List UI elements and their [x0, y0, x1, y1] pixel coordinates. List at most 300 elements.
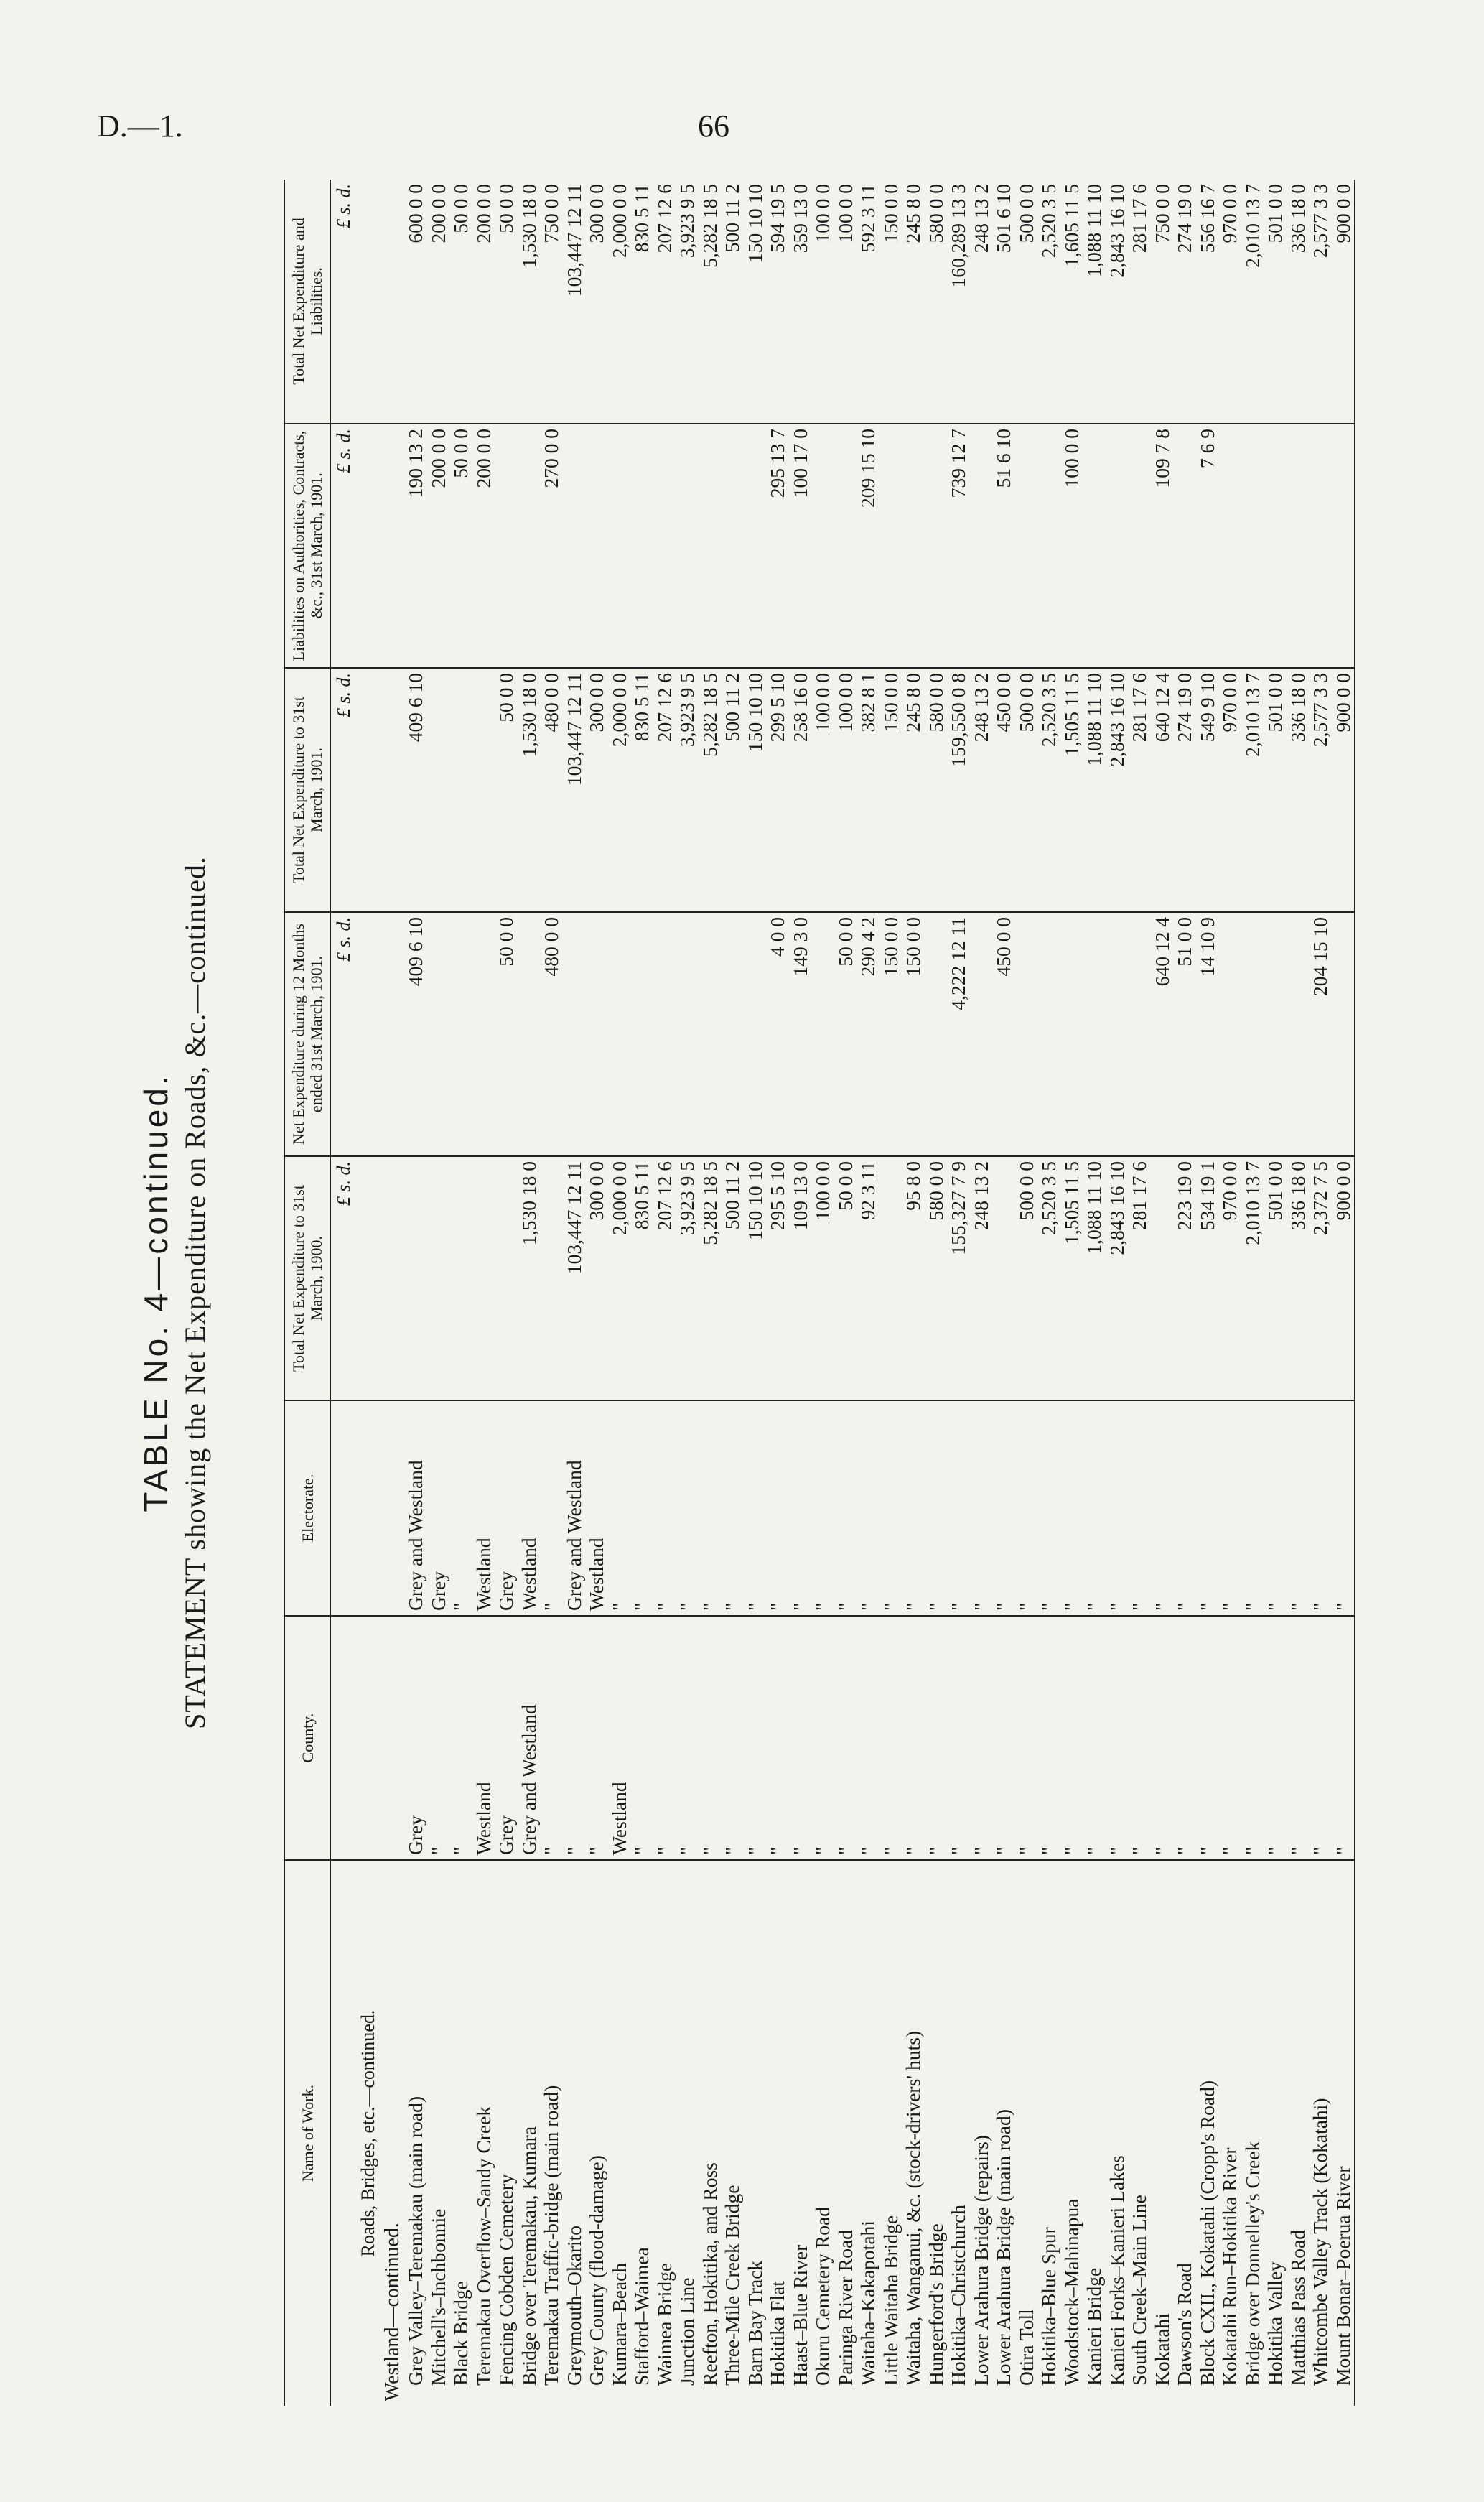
county-cell: " — [1037, 1616, 1060, 1860]
work-name: Waimea Bridge — [653, 2262, 676, 2386]
work-name: Waitaha, Wanganui, &c. (stock-drivers' huts) — [902, 2030, 925, 2386]
county-cell: " — [992, 1616, 1015, 1860]
net-1901-cell — [1106, 912, 1129, 1156]
liabilities-cell: 200 0 0 — [427, 424, 450, 668]
table-row — [925, 180, 948, 2406]
total-1900-cell — [495, 1156, 518, 1400]
electorate-cell: " — [947, 1400, 970, 1616]
net-1901-cell — [1218, 912, 1241, 1156]
total-1901-cell: 258 16 0 — [789, 668, 812, 912]
county-cell: Grey and Westland — [518, 1616, 541, 1860]
electorate-cell: " — [1309, 1400, 1332, 1616]
electorate-cell: " — [970, 1400, 993, 1616]
total-1901-cell: 100 0 0 — [834, 668, 857, 912]
table-row — [857, 180, 879, 2406]
total-1901-cell: 830 5 11 — [630, 668, 653, 912]
liabilities-cell — [1106, 424, 1129, 668]
work-name: Three-Mile Creek Bridge — [721, 2185, 744, 2386]
total-1900-cell: 248 13 2 — [970, 1156, 993, 1400]
total-1900-cell — [1151, 1156, 1174, 1400]
county-cell: " — [1106, 1616, 1129, 1860]
total-1901-cell — [427, 668, 450, 912]
total-1900-cell — [449, 1156, 472, 1400]
liabilities-cell: 50 0 0 — [449, 424, 472, 668]
work-name: Little Waitaha Bridge — [879, 2215, 902, 2386]
rule-cell — [1354, 1616, 1355, 1860]
work-name: Junction Line — [676, 2277, 699, 2386]
county-cell: " — [721, 1616, 744, 1860]
table-row — [1264, 180, 1287, 2406]
total-liabilities-cell: 150 0 0 — [879, 180, 902, 424]
work-name: Black Bridge — [449, 2281, 472, 2386]
page-header — [0, 108, 1484, 158]
table-row — [1173, 180, 1196, 2406]
table-row — [1083, 180, 1106, 2406]
total-1901-cell: 580 0 0 — [925, 668, 948, 912]
total-liabilities-cell: 2,010 13 7 — [1241, 180, 1264, 424]
liabilities-cell — [518, 424, 541, 668]
electorate-cell: " — [676, 1400, 699, 1616]
col-header-name: Name of Work. — [284, 1860, 330, 2406]
electorate-cell: " — [879, 1400, 902, 1616]
net-1901-cell — [630, 912, 653, 1156]
total-1900-cell — [472, 1156, 495, 1400]
table-row — [495, 180, 518, 2406]
total-liabilities-cell: 500 0 0 — [1015, 180, 1038, 424]
electorate-cell: " — [811, 1400, 834, 1616]
total-1900-cell: 970 0 0 — [1218, 1156, 1241, 1400]
rule-cell — [1354, 668, 1355, 912]
liabilities-cell — [585, 424, 608, 668]
county-cell: Grey — [495, 1616, 518, 1860]
net-1901-cell: 51 0 0 — [1173, 912, 1196, 1156]
electorate-cell: " — [540, 1400, 563, 1616]
liabilities-cell: 209 15 10 — [857, 424, 879, 668]
total-liabilities-cell: 5,282 18 5 — [699, 180, 722, 424]
net-1901-cell — [811, 912, 834, 1156]
total-liabilities-cell: 1,530 18 0 — [518, 180, 541, 424]
total-1901-cell: 409 6 10 — [404, 668, 427, 912]
total-1901-cell: 1,530 18 0 — [518, 668, 541, 912]
net-1901-cell — [1287, 912, 1310, 1156]
total-1900-cell: 207 12 6 — [653, 1156, 676, 1400]
county-cell: " — [879, 1616, 902, 1860]
total-1900-cell: 534 19 1 — [1196, 1156, 1219, 1400]
liabilities-cell — [1218, 424, 1241, 668]
total-1901-cell: 150 10 10 — [744, 668, 767, 912]
liabilities-cell — [970, 424, 993, 668]
county-cell: " — [1241, 1616, 1264, 1860]
electorate-cell: Grey — [427, 1400, 450, 1616]
liabilities-cell — [1173, 424, 1196, 668]
electorate-cell: Grey and Westland — [404, 1400, 427, 1616]
net-1901-cell — [1128, 912, 1151, 1156]
work-name: Mitchell's–Inchbonnie — [426, 2208, 449, 2386]
net-1901-cell — [563, 912, 586, 1156]
electorate-cell: Westland — [472, 1400, 495, 1616]
electorate-cell: " — [449, 1400, 472, 1616]
table-row — [789, 180, 812, 2406]
total-1901-cell: 450 0 0 — [992, 668, 1015, 912]
total-liabilities-cell: 281 17 6 — [1128, 180, 1151, 424]
total-liabilities-cell: 600 0 0 — [404, 180, 427, 424]
table-row — [1106, 180, 1129, 2406]
table-title: TABLE No. 4—continued. — [137, 1073, 174, 1512]
group-heading-row — [380, 180, 404, 2406]
county-cell: Westland — [472, 1616, 495, 1860]
work-name: Teremakau Overflow–Sandy Creek — [472, 2106, 495, 2386]
work-name: Matthias Pass Road — [1286, 2230, 1309, 2386]
work-name: Lower Arahura Bridge (main road) — [992, 2109, 1015, 2386]
electorate-cell: Grey — [495, 1400, 518, 1616]
work-name: Hungerford's Bridge — [924, 2223, 947, 2386]
total-liabilities-cell: 2,843 16 10 — [1106, 180, 1129, 424]
col-header-total-liabilities: Total Net Expenditure and Liabilities. — [284, 180, 330, 424]
work-name: Kumara–Beach — [607, 2262, 630, 2386]
liabilities-cell — [1083, 424, 1106, 668]
liabilities-cell — [676, 424, 699, 668]
county-cell: Grey — [404, 1616, 427, 1860]
liabilities-cell: 100 0 0 — [1060, 424, 1083, 668]
county-cell: " — [766, 1616, 789, 1860]
work-name: Dawson's Road — [1173, 2263, 1196, 2386]
total-liabilities-cell: 50 0 0 — [495, 180, 518, 424]
work-name: Stafford–Waimea — [630, 2247, 653, 2386]
total-1901-cell: 382 8 1 — [857, 668, 879, 912]
work-name: Kokatahi Run–Hokitika River — [1218, 2147, 1241, 2386]
net-1901-cell: 450 0 0 — [992, 912, 1015, 1156]
net-1901-cell — [970, 912, 993, 1156]
liabilities-cell — [1332, 424, 1355, 668]
total-liabilities-cell: 556 16 7 — [1196, 180, 1219, 424]
county-cell: " — [427, 1616, 450, 1860]
total-liabilities-cell: 50 0 0 — [449, 180, 472, 424]
total-1901-cell: 501 0 0 — [1264, 668, 1287, 912]
work-name: Barn Bay Track — [743, 2260, 766, 2386]
table-row — [404, 180, 427, 2406]
liabilities-cell: 7 6 9 — [1196, 424, 1219, 668]
county-cell: " — [630, 1616, 653, 1860]
net-1901-cell — [676, 912, 699, 1156]
total-liabilities-cell: 580 0 0 — [925, 180, 948, 424]
col-header-liabilities: Liabilities on Authorities, Contracts, &c., 31st March, 1901. — [284, 424, 330, 668]
total-1900-cell: 1,088 11 10 — [1083, 1156, 1106, 1400]
electorate-cell: " — [1218, 1400, 1241, 1616]
total-1900-cell: 1,530 18 0 — [518, 1156, 541, 1400]
net-1901-cell — [1241, 912, 1264, 1156]
work-name: Grey Valley–Teremakau (main road) — [404, 2096, 427, 2386]
total-1901-cell: 2,000 0 0 — [608, 668, 631, 912]
net-1901-cell: 149 3 0 — [789, 912, 812, 1156]
table-row — [540, 180, 563, 2406]
total-1901-cell: 500 11 2 — [721, 668, 744, 912]
liabilities-cell — [495, 424, 518, 668]
total-1901-cell: 500 0 0 — [1015, 668, 1038, 912]
liabilities-cell — [721, 424, 744, 668]
page-reference: D.—1. — [97, 108, 183, 144]
total-1900-cell — [427, 1156, 450, 1400]
table-row — [902, 180, 925, 2406]
total-liabilities-cell: 830 5 11 — [630, 180, 653, 424]
total-1901-cell: 207 12 6 — [653, 668, 676, 912]
electorate-cell: " — [925, 1400, 948, 1616]
work-name: Lower Arahura Bridge (repairs) — [969, 2135, 992, 2386]
electorate-cell: Westland — [518, 1400, 541, 1616]
liabilities-cell: 109 7 8 — [1151, 424, 1174, 668]
total-1900-cell — [879, 1156, 902, 1400]
electorate-cell: " — [1332, 1400, 1355, 1616]
total-liabilities-cell: 2,577 3 3 — [1309, 180, 1332, 424]
total-1901-cell: 274 19 0 — [1173, 668, 1196, 912]
net-1901-cell — [925, 912, 948, 1156]
work-name: Block CXII., Kokatahi (Cropp's Road) — [1195, 2080, 1218, 2386]
electorate-cell: " — [766, 1400, 789, 1616]
work-name: Kanieri Forks–Kanieri Lakes — [1105, 2155, 1128, 2386]
table-row — [1015, 180, 1038, 2406]
total-1901-cell: 103,447 12 11 — [563, 668, 586, 912]
county-cell: " — [1151, 1616, 1174, 1860]
electorate-cell: " — [992, 1400, 1015, 1616]
work-name: Hokitika–Christchurch — [947, 2204, 970, 2386]
county-cell: " — [449, 1616, 472, 1860]
liabilities-cell: 270 0 0 — [540, 424, 563, 668]
liabilities-cell: 295 13 7 — [766, 424, 789, 668]
total-1901-cell: 299 5 10 — [766, 668, 789, 912]
county-cell: " — [857, 1616, 879, 1860]
page-number: 66 — [698, 108, 729, 144]
county-cell: " — [540, 1616, 563, 1860]
total-1900-cell: 109 13 0 — [789, 1156, 812, 1400]
total-1900-cell: 155,327 7 9 — [947, 1156, 970, 1400]
total-1900-cell: 3,923 9 5 — [676, 1156, 699, 1400]
total-1901-cell: 100 0 0 — [811, 668, 834, 912]
county-cell: " — [1128, 1616, 1151, 1860]
total-1900-cell — [540, 1156, 563, 1400]
total-1901-cell — [449, 668, 472, 912]
liabilities-cell — [811, 424, 834, 668]
liabilities-cell — [653, 424, 676, 668]
header-row — [284, 180, 330, 2406]
county-cell: " — [947, 1616, 970, 1860]
unit-label: £ s. d. — [330, 912, 355, 1156]
table-row — [811, 180, 834, 2406]
county-cell: " — [563, 1616, 586, 1860]
liabilities-cell: 51 6 10 — [992, 424, 1015, 668]
total-liabilities-cell: 3,923 9 5 — [676, 180, 699, 424]
total-liabilities-cell: 1,605 11 5 — [1060, 180, 1083, 424]
liabilities-cell — [744, 424, 767, 668]
liabilities-cell — [879, 424, 902, 668]
county-cell: " — [653, 1616, 676, 1860]
county-cell: " — [789, 1616, 812, 1860]
electorate-cell: Westland — [585, 1400, 608, 1616]
total-1901-cell: 5,282 18 5 — [699, 668, 722, 912]
county-cell: " — [925, 1616, 948, 1860]
table-row — [1241, 180, 1264, 2406]
electorate-cell: " — [857, 1400, 879, 1616]
electorate-cell: " — [1037, 1400, 1060, 1616]
total-1900-cell: 500 0 0 — [1015, 1156, 1038, 1400]
table-row — [1037, 180, 1060, 2406]
total-1900-cell: 223 19 0 — [1173, 1156, 1196, 1400]
net-1901-cell — [608, 912, 631, 1156]
total-1900-cell: 2,520 3 5 — [1037, 1156, 1060, 1400]
county-cell: " — [1196, 1616, 1219, 1860]
table-row — [992, 180, 1015, 2406]
total-1901-cell: 159,550 0 8 — [947, 668, 970, 912]
total-1901-cell: 2,520 3 5 — [1037, 668, 1060, 912]
county-cell: " — [744, 1616, 767, 1860]
work-name: Kokatahi — [1150, 2313, 1173, 2386]
liabilities-cell — [1128, 424, 1151, 668]
table-row — [1128, 180, 1151, 2406]
total-1901-cell: 336 18 0 — [1287, 668, 1310, 912]
table-row — [585, 180, 608, 2406]
work-name: Fencing Cobden Cemetery — [495, 2174, 518, 2386]
county-cell: " — [1218, 1616, 1241, 1860]
net-1901-cell: 150 0 0 — [902, 912, 925, 1156]
table-row — [879, 180, 902, 2406]
county-cell: " — [834, 1616, 857, 1860]
table-row — [1218, 180, 1241, 2406]
total-1900-cell: 2,372 7 5 — [1309, 1156, 1332, 1400]
total-1901-cell: 900 0 0 — [1332, 668, 1355, 912]
electorate-cell: Grey and Westland — [563, 1400, 586, 1616]
net-1901-cell — [1083, 912, 1106, 1156]
section-heading-row — [355, 180, 380, 2406]
total-1901-cell: 245 8 0 — [902, 668, 925, 912]
net-1901-cell: 480 0 0 — [540, 912, 563, 1156]
total-1900-cell: 103,447 12 11 — [563, 1156, 586, 1400]
county-cell: " — [1309, 1616, 1332, 1860]
electorate-cell: " — [834, 1400, 857, 1616]
section-heading: Roads, Bridges, etc.—continued. — [357, 2009, 378, 2257]
table-row — [721, 180, 744, 2406]
bottom-rule — [1354, 180, 1355, 2406]
work-name: Haast–Blue River — [788, 2244, 811, 2386]
net-1901-cell — [1060, 912, 1083, 1156]
electorate-cell: " — [1287, 1400, 1310, 1616]
table-row — [1309, 180, 1332, 2406]
total-1900-cell: 281 17 6 — [1128, 1156, 1151, 1400]
county-cell: " — [1332, 1616, 1355, 1860]
total-1901-cell: 150 0 0 — [879, 668, 902, 912]
net-1901-cell: 50 0 0 — [834, 912, 857, 1156]
liabilities-cell — [1037, 424, 1060, 668]
total-liabilities-cell: 501 0 0 — [1264, 180, 1287, 424]
electorate-cell: " — [1128, 1400, 1151, 1616]
county-cell: Westland — [608, 1616, 631, 1860]
net-1901-cell — [518, 912, 541, 1156]
total-1901-cell: 3,923 9 5 — [676, 668, 699, 912]
liabilities-cell: 739 12 7 — [947, 424, 970, 668]
liabilities-cell — [1241, 424, 1264, 668]
total-liabilities-cell: 900 0 0 — [1332, 180, 1355, 424]
table-row — [449, 180, 472, 2406]
rule-cell — [1354, 180, 1355, 424]
electorate-cell: " — [721, 1400, 744, 1616]
net-1901-cell — [653, 912, 676, 1156]
total-1900-cell: 501 0 0 — [1264, 1156, 1287, 1400]
liabilities-cell — [608, 424, 631, 668]
rule-cell — [1354, 1156, 1355, 1400]
electorate-cell: " — [1060, 1400, 1083, 1616]
total-1900-cell — [404, 1156, 427, 1400]
net-1901-cell — [1332, 912, 1355, 1156]
liabilities-cell — [1309, 424, 1332, 668]
total-1900-cell: 100 0 0 — [811, 1156, 834, 1400]
total-1901-cell: 2,843 16 10 — [1106, 668, 1129, 912]
table-row — [472, 180, 495, 2406]
col-header-total-1901: Total Net Expenditure to 31st March, 1901. — [284, 668, 330, 912]
net-1901-cell — [1015, 912, 1038, 1156]
electorate-cell: " — [608, 1400, 631, 1616]
electorate-cell: " — [1196, 1400, 1219, 1616]
rotated-table-region — [136, 180, 1354, 2406]
table-row — [970, 180, 993, 2406]
unit-label: £ s. d. — [330, 1156, 355, 1400]
expenditure-table — [284, 180, 1355, 2406]
net-1901-cell — [427, 912, 450, 1156]
net-1901-cell: 409 6 10 — [404, 912, 427, 1156]
net-1901-cell — [472, 912, 495, 1156]
table-row — [699, 180, 722, 2406]
table-row — [744, 180, 767, 2406]
total-1900-cell: 2,843 16 10 — [1106, 1156, 1129, 1400]
table-row — [1151, 180, 1174, 2406]
total-liabilities-cell: 160,289 13 3 — [947, 180, 970, 424]
total-1901-cell: 281 17 6 — [1128, 668, 1151, 912]
work-name: Okuru Cemetery Road — [811, 2207, 834, 2386]
total-1901-cell — [472, 668, 495, 912]
total-1900-cell: 150 10 10 — [744, 1156, 767, 1400]
title-block — [136, 180, 262, 2406]
total-1900-cell: 5,282 18 5 — [699, 1156, 722, 1400]
total-liabilities-cell: 750 0 0 — [540, 180, 563, 424]
liabilities-cell: 190 13 2 — [404, 424, 427, 668]
net-1901-cell — [449, 912, 472, 1156]
work-name: Bridge over Teremakau, Kumara — [517, 2126, 540, 2386]
liabilities-cell — [834, 424, 857, 668]
total-1900-cell: 300 0 0 — [585, 1156, 608, 1400]
county-cell: " — [1083, 1616, 1106, 1860]
electorate-cell: " — [699, 1400, 722, 1616]
net-1901-cell: 204 15 10 — [1309, 912, 1332, 1156]
total-liabilities-cell: 300 0 0 — [585, 180, 608, 424]
county-cell: " — [970, 1616, 993, 1860]
electorate-cell: " — [630, 1400, 653, 1616]
table-row — [563, 180, 586, 2406]
total-liabilities-cell: 592 3 11 — [857, 180, 879, 424]
total-liabilities-cell: 1,088 11 10 — [1083, 180, 1106, 424]
total-1901-cell: 2,577 3 3 — [1309, 668, 1332, 912]
table-row — [427, 180, 450, 2406]
total-liabilities-cell: 750 0 0 — [1151, 180, 1174, 424]
electorate-cell: " — [653, 1400, 676, 1616]
col-header-county: County. — [284, 1616, 330, 1860]
col-header-total-1900: Total Net Expenditure to 31st March, 1900. — [284, 1156, 330, 1400]
net-1901-cell — [699, 912, 722, 1156]
electorate-cell: " — [744, 1400, 767, 1616]
county-cell: " — [585, 1616, 608, 1860]
work-name: Teremakau Traffic-bridge (main road) — [540, 2085, 563, 2386]
table-body — [330, 180, 1355, 2406]
electorate-cell: " — [1151, 1400, 1174, 1616]
work-name: Otira Toll — [1014, 2309, 1037, 2386]
rule-cell — [1354, 1860, 1355, 2406]
total-liabilities-cell: 150 10 10 — [744, 180, 767, 424]
total-1901-cell: 300 0 0 — [585, 668, 608, 912]
